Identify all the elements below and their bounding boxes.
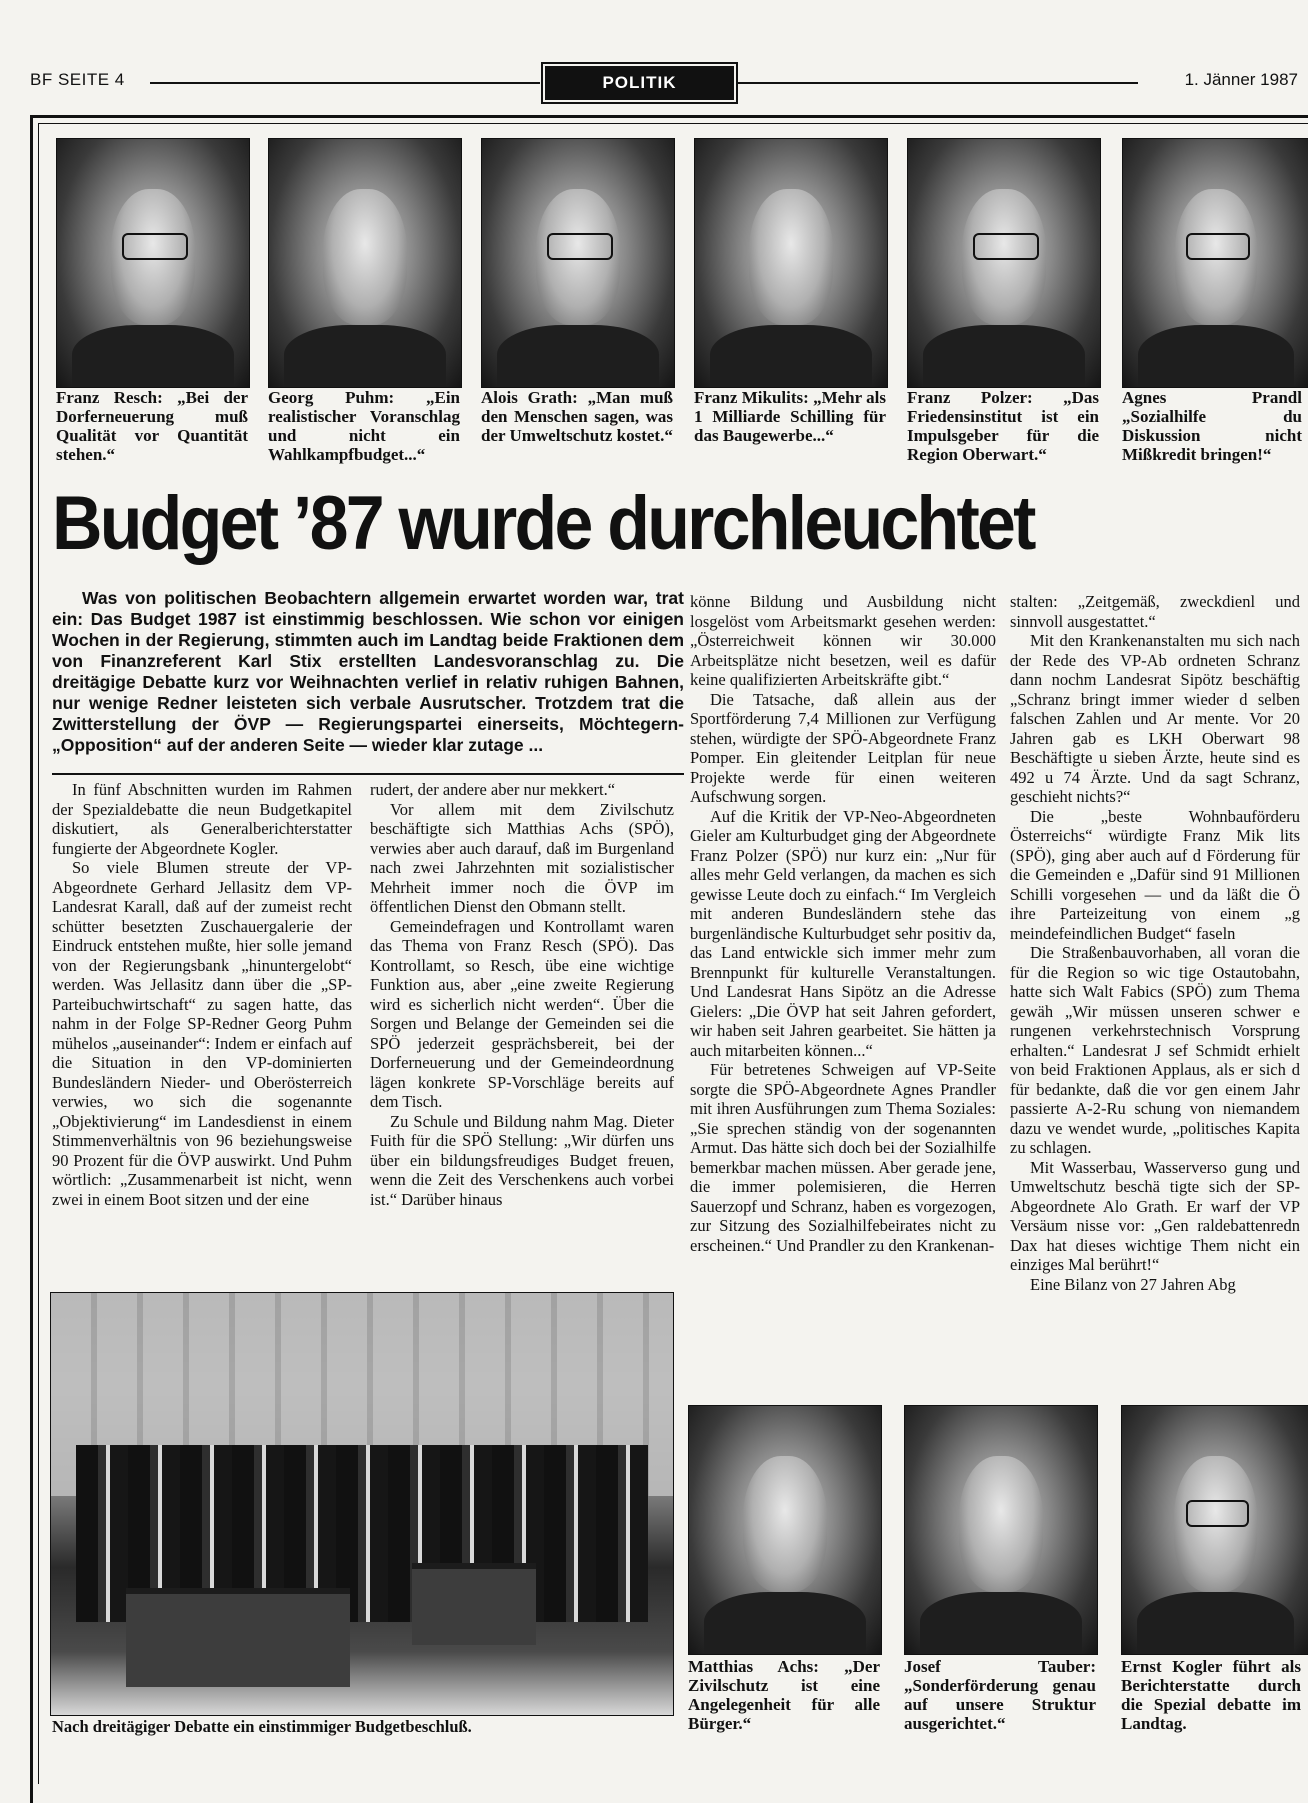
article-column-4 [1010, 592, 1300, 1362]
paragraph: Eine Bilanz von 27 Jahren Abg [1030, 1274, 1236, 1294]
paragraph: stalten: „Zeitgemäß, zweckdienl und sinnvoll ausgestattet.“ [1010, 592, 1300, 631]
paragraph: Die „beste Wohnbauförderu Österreichs“ würdigte Franz Mik lits (SPÖ), ging aber auch auf d Förderung für die Gemeinden e „Dafür sind 91 Millionen Schilli vorgesehen — und da läßt die Ö ihre Parteizeitung von einem „g meindefeindlichen Budget“ faseln [1010, 806, 1300, 943]
portrait-photo [481, 138, 675, 388]
paragraph: In fünf Abschnitten wurden im Rahmen der Spezialdebatte die neun Budgetkapitel diskutiert, als Generalberichterstatter fungierte der Abgeordnete Kogler. [52, 780, 352, 858]
issue-date: 1. Jänner 1987 [1184, 70, 1298, 89]
portrait-caption: Matthias Achs: „Der Zivilschutz ist eine Angelegenheit für alle Bürger.“ [688, 1657, 880, 1733]
article-column-2 [370, 780, 674, 1209]
paragraph: Mit den Krankenanstalten mu sich nach der Rede des VP-Ab ordneten Schranz dann nochm Landesrat Sipötz beschäftig „Schranz bringt immer wieder d selben falschen Zahlen und Ar mente. Vor 20 Jahren gab es LKH Oberwart 98 Beschäftigte u sieben Ärzte, heute sind es 492 u 74 Ärzte. Und da sagt Schranz, geschieht nichts?“ [1010, 631, 1300, 806]
portrait-caption: Alois Grath: „Man muß den Menschen sagen, was der Umweltschutz kostet.“ [481, 388, 673, 445]
portrait-photo [688, 1405, 882, 1655]
portrait-photo [907, 138, 1101, 388]
page-header [0, 0, 1308, 100]
article-column-3 [690, 592, 996, 1255]
paragraph: rudert, der andere aber nur mekkert.“ [370, 780, 616, 799]
plenary-photo [50, 1292, 674, 1716]
paragraph: könne Bildung und Ausbildung nicht losgelöst vom Arbeitsmarkt gesehen werden: „Österreichweit können wir 30.000 Arbeitsplätze nicht besetzen, weil es dafür keine qualifizierten Arbeitskräfte gibt.“ [690, 592, 996, 689]
portrait-photo [904, 1405, 1098, 1655]
portrait-caption: Georg Puhm: „Ein realistischer Voranschlag und nicht ein Wahlkampfbudget...“ [268, 388, 460, 464]
plenary-photo-caption: Nach dreitägiger Debatte ein einstimmiger Budgetbeschluß. [52, 1717, 472, 1736]
paragraph: Zu Schule und Bildung nahm Mag. Dieter Fuith für die SPÖ Stellung: „Wir dürfen uns über ein bildungsfreudiges Budget freuen, wenn die Zeit des Verschenkens auch vorbei ist.“ Darüber hinaus [370, 1111, 674, 1209]
portrait-photo [1121, 1405, 1308, 1655]
paragraph: Für betretenes Schweigen auf VP-Seite sorgte die SPÖ-Abgeordnete Agnes Prandler mit ihren Ausführungen zum Thema Soziales: „Sie sprechen ständig von der sogenannten Armut. Das hätte sich doch bei der Sozialhilfe bemerkbar machen müssen. Aber gerade jene, die immer polemisieren, die Herren Sauerzopf und Schranz, haben es vorgezogen, zur Sitzung des Sozialhilfebeirates nicht zu erscheinen.“ Und Prandler zu den Krankenan- [690, 1060, 996, 1255]
article-column-1 [52, 780, 352, 1209]
portrait-photo [56, 138, 250, 388]
portrait-caption: Franz Mikulits: „Mehr als 1 Milliarde Schilling für das Baugewerbe...“ [694, 388, 886, 445]
lead-rule [52, 773, 684, 775]
portrait-photo [694, 138, 888, 388]
paragraph: Die Straßenbauvorhaben, all voran die für die Region so wic tige Ostautobahn, hatte sich Walt Fabics (SPÖ) zum Thema gewäh „Wir müssen unseren schwer e rungenen verkehrstechnisch Vorsprung erhalten.“ Landesrat J sef Schmidt erhielt von beid Fraktionen Applaus, als er sich d für bedankte, daß die vor gen einem Jahr passierte A-2-Ru schung von niemandem dazu ve wendet wurde, „politisches Kapita zu schlagen. [1010, 943, 1300, 1157]
portrait-caption: Franz Resch: „Bei der Dorferneuerung muß Qualität vor Quantität stehen.“ [56, 388, 248, 464]
section-label: POLITIK [545, 66, 734, 100]
portrait-caption: Agnes Prandl „Sozialhilfe du Diskussion nicht Mißkredit bringen!“ [1122, 388, 1302, 464]
page-number: BF SEITE 4 [30, 70, 125, 89]
lead-paragraph: Was von politischen Beobachtern allgemein erwartet worden war, trat ein: Das Budget 1987 ist einstimmig beschlossen. Wie schon vor einigen Wochen in der Regierung, stimmten auch im Landtag beide Fraktionen dem von Finanzreferent Karl Stix erstellten Landesvoranschlag zu. Die dreitägige Debatte kurz vor Weihnachten verlief in relativ ruhigen Bahnen, nur wenige Redner leisteten sich verbale Ausrutscher. Trotzdem trat die Zwitterstellung der ÖVP — Regierungspartei einerseits, Möchtegern-„Opposition“ auf der anderen Seite — wieder klar zutage ... [52, 588, 684, 755]
portrait-caption: Ernst Kogler führt als Berichterstatte durch die Spezial debatte im Landtag. [1121, 1657, 1301, 1733]
headline: Budget ’87 wurde durchleuchtet [52, 481, 1034, 566]
paragraph: Die Tatsache, daß allein aus der Sportförderung 7,4 Millionen zur Verfügung stehen, würdigte der SPÖ-Abgeordnete Franz Pomper. Ein gleitender Leitplan für neue Projekte werde für einen weiteren Aufschwung sorgen. [690, 689, 996, 806]
portrait-photo [1122, 138, 1308, 388]
portrait-caption: Josef Tauber: „Sonderförderung genau auf unsere Struktur ausgerichtet.“ [904, 1657, 1096, 1733]
paragraph: Vor allem mit dem Zivilschutz beschäftigte sich Matthias Achs (SPÖ), verwies aber auch darauf, daß im Burgenland nach zwei Jahrzehnten mit sozialistischer Mehrheit immer noch die ÖVP im öffentlichen Dienst den Obmann stellt. [370, 799, 674, 916]
header-rule-right [738, 82, 1138, 84]
paragraph: Gemeindefragen und Kontrollamt waren das Thema von Franz Resch (SPÖ). Das Kontrollamt, so Resch, übe eine wichtige Funktion aus, aber „eine zweite Regierung wird es sicherlich nicht werden“. Über die Sorgen und Belange der Gemeinden sei die SPÖ jederzeit gesprächsbereit, bei der Dorferneuerung und der Gemeindeordnung lägen konkrete SP-Vorschläge bereits auf dem Tisch. [370, 916, 674, 1111]
header-rule-left [150, 82, 540, 84]
paragraph: Auf die Kritik der VP-Neo-Abgeordneten Gieler am Kulturbudget ging der Abgeordnete Franz Polzer (SPÖ) nur kurz ein: „Nur für alles mehr Geld verlangen, da machen es sich gewisse Leute doch zu einfach.“ Im Vergleich mit anderen Bundesländern stehe das burgenländische Kulturbudget sehr positiv da, das Land entwickle sich immer mehr zum Brennpunkt für kulturelle Veranstaltungen. Und Landesrat Hans Sipötz an die Adresse Gielers: „Die ÖVP hat seit Jahren gefordert, wir haben seit Jahren gearbeitet. Sie hätten ja auch mitarbeiten können...“ [690, 806, 996, 1060]
paragraph: Mit Wasserbau, Wasserverso gung und Umweltschutz beschä tigte sich der SP-Abgeordnete Alo Grath. Er warf der VP Versäum nisse vor: „Gen raldebattenredn Dax hat dieses wichtige Them nicht ein einziges Mal berührt!“ [1010, 1157, 1300, 1274]
portrait-photo [268, 138, 462, 388]
portrait-caption: Franz Polzer: „Das Friedensinstitut ist ein Impulsgeber für die Region Oberwart.“ [907, 388, 1099, 464]
paragraph: So viele Blumen streute der VP-Abgeordnete Gerhard Jellasitz dem VP-Landesrat Karall, daß auf der zumeist recht schütter besetzten Zuschauergalerie der Eindruck entstehen mußte, hier solle jemand von der Regierungsbank „hinuntergelobt“ werden. Was Jellasitz dann über die „SP-Parteibuchwirtschaft“ zu sagen hatte, das nahm in der Folge SP-Redner Georg Puhm mühelos „auseinander“: Indem er einfach auf die Situation in den VP-dominierten Bundesländern Nieder- und Oberösterreich verwies, wo sich die sogenannte „Objektivierung“ im Landesdienst in einem Stimmenverhältnis von 96 beziehungsweise 90 Prozent für die ÖVP auswirkt. Und Puhm wörtlich: „Zusammenarbeit ist nicht, wenn zwei in einem Boot sitzen und der eine [52, 858, 352, 1209]
